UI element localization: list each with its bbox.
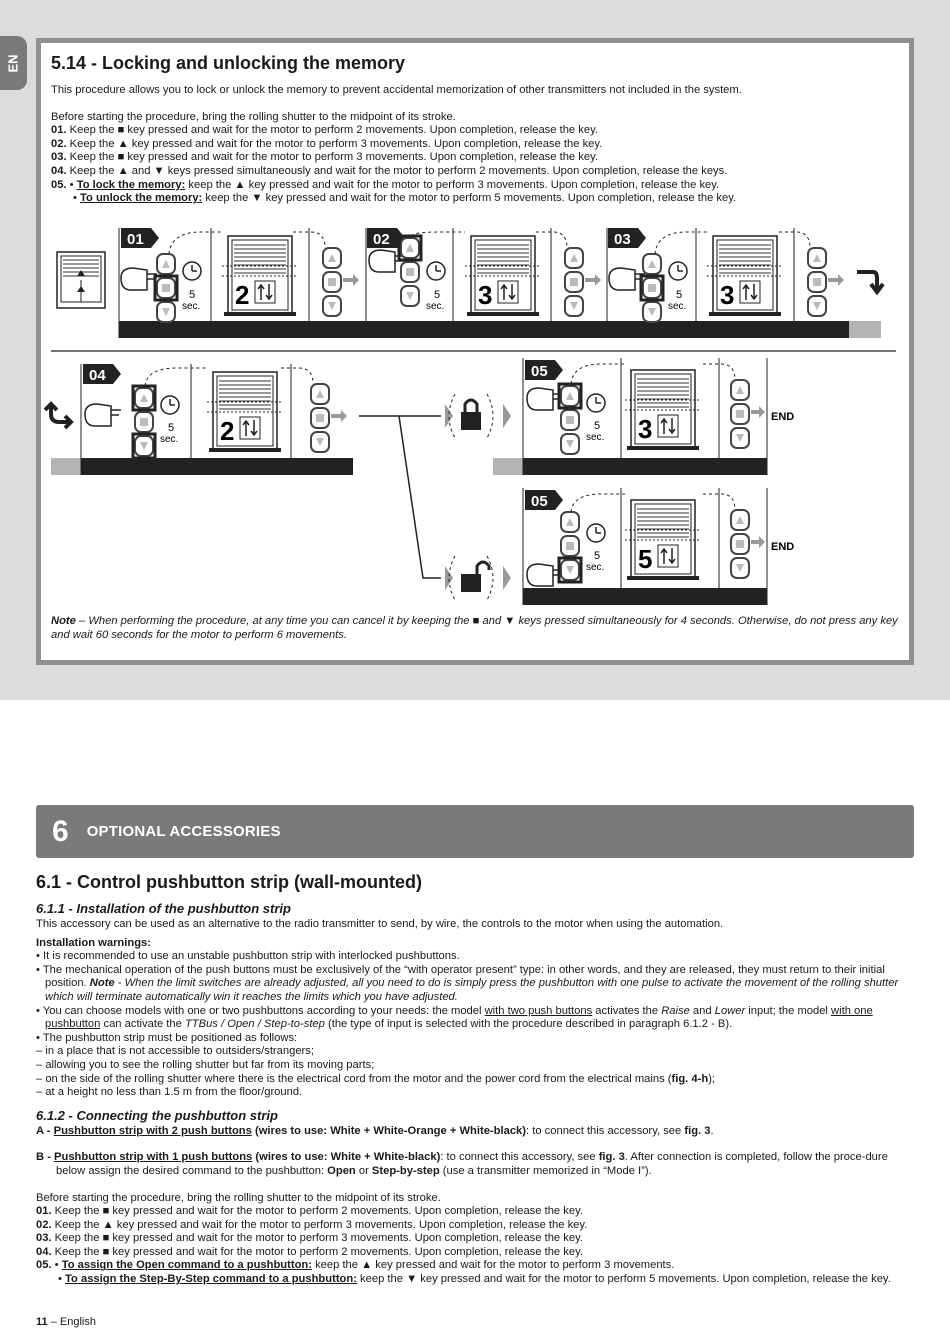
section-number: 6 xyxy=(52,814,69,848)
position-4: – at a height no less than 1.5 m from the floor/ground. xyxy=(36,1086,303,1099)
warning-4: • The pushbutton strip must be positioned as follows: xyxy=(36,1031,298,1044)
step-05-lock: 05. • To lock the memory: keep the ▲ key pressed and wait for the motor to perform 3 movements. Upon completion, release the key. xyxy=(51,178,720,191)
b-step-03: 03. Keep the ■ key pressed and wait for the motor to perform 3 movements. Upon completion, release the key. xyxy=(36,1232,583,1245)
panel-02 xyxy=(367,228,601,316)
unlock-icon xyxy=(445,556,511,600)
b-step-04: 04. Keep the ■ key pressed and wait for the motor to perform 2 movements. Upon completion, release the key. xyxy=(36,1245,583,1258)
position-1: – in a place that is not accessible to outsiders/strangers; xyxy=(36,1045,314,1058)
b-step-05-open: 05. • To assign the Open command to a pushbutton: keep the ▲ key pressed and wait for the motor to perform 3 movements. xyxy=(36,1259,675,1272)
section-61-content xyxy=(36,872,916,1287)
svg-text:sec.: sec. xyxy=(586,432,605,443)
procedure-diagram xyxy=(41,218,909,618)
svg-text:sec.: sec. xyxy=(668,301,687,312)
end-label-unlock: END xyxy=(771,541,795,553)
option-b: B - Pushbutton strip with 1 push buttons (wires to use: White + White-black): to connect this accessory, see fig. 3. After connection is completed, follow the proce-dure below assign the desired command to the pushbutton: Open or Step-by-step (use a transmitter memorized in “Mode I”). xyxy=(36,1151,888,1177)
section-6-header xyxy=(36,805,914,858)
before-start-text: Before starting the procedure, bring the rolling shutter to the midpoint of its stroke. xyxy=(51,110,456,123)
step-03: 03. Keep the ■ key pressed and wait for the motor to perform 3 movements. Upon completion, release the key. xyxy=(51,151,598,164)
svg-text:05: 05 xyxy=(531,363,548,380)
svg-text:05: 05 xyxy=(531,493,548,510)
b-step-05-step: • To assign the Step-By-Step command to a pushbutton: keep the ▼ key pressed and wait for the motor to perform 5 movements. Upon completion, release the key. xyxy=(58,1273,891,1286)
option-a: A - Pushbutton strip with 2 push buttons (wires to use: White + White-Orange + White-black): to connect this accessory, see fig. 3. xyxy=(36,1124,714,1137)
section-title: OPTIONAL ACCESSORIES xyxy=(86,823,281,840)
note-text: Note – When performing the procedure, at any time you can cancel it by keeping the ■ and ▼ keys pressed simultaneously for 4 seconds. Otherwise, do not press any key and wait 60 seconds for the motor to perform 6 movements. xyxy=(51,615,898,641)
warnings-title: Installation warnings: xyxy=(36,936,151,949)
step-01: 01. Keep the ■ key pressed and wait for the motor to perform 2 movements. Upon completion, release the key. xyxy=(51,124,598,137)
panel-05-lock xyxy=(525,360,794,454)
step-05-unlock: • To unlock the memory: keep the ▼ key pressed and wait for the motor to perform 5 movements. Upon completion, release the key. xyxy=(73,192,737,205)
section-title-61: 6.1 - Control pushbutton strip (wall-mounted) xyxy=(36,872,422,892)
svg-text:5: 5 xyxy=(638,544,653,574)
before-start-text-2: Before starting the procedure, bring the rolling shutter to the midpoint of its stroke. xyxy=(36,1191,441,1204)
initial-window-icon xyxy=(57,252,105,308)
svg-text:5: 5 xyxy=(594,550,601,562)
svg-text:5: 5 xyxy=(189,289,196,301)
subsection-title-611: 6.1.1 - Installation of the pushbutton strip xyxy=(36,901,291,916)
step-02: 02. Keep the ▲ key pressed and wait for the motor to perform 3 movements. Upon completion, release the key. xyxy=(51,137,603,150)
svg-text:5: 5 xyxy=(434,289,441,301)
svg-text:3: 3 xyxy=(638,414,653,444)
accessory-intro: This accessory can be used as an alternative to the radio transmitter to send, by wire, the controls to the motor when using the automation. xyxy=(36,918,724,930)
procedure-box xyxy=(36,38,914,665)
position-2: – allowing you to see the rolling shutter but far from its moving parts; xyxy=(36,1058,375,1071)
warning-3: • You can choose models with one or two pushbuttons according to your needs: the model with two push buttons activates the Raise and Lower input; the model with one pushbutton can activate the TTBus / Open / Step-to-step (the type of input is selected with the procedure described in paragraph 6.1.2 - B). xyxy=(36,1004,873,1031)
b-step-02: 02. Keep the ▲ key pressed and wait for the motor to perform 3 movements. Upon completion, release the key. xyxy=(36,1218,588,1231)
language-label: EN xyxy=(6,53,21,73)
page-number: 11 xyxy=(36,1316,48,1328)
b-step-01: 01. Keep the ■ key pressed and wait for the motor to perform 2 movements. Upon completion, release the key. xyxy=(36,1205,583,1218)
svg-text:sec.: sec. xyxy=(426,301,445,312)
footer-language: – English xyxy=(47,1316,96,1328)
lock-icon xyxy=(445,394,511,438)
page-footer xyxy=(36,1316,96,1328)
svg-text:5: 5 xyxy=(168,422,175,434)
svg-text:04: 04 xyxy=(89,367,106,384)
panel-05-unlock xyxy=(525,490,794,586)
position-3: – on the side of the rolling shutter where there is the electrical cord from the motor and the power cord from the electrical mains (fig. 4-h); xyxy=(36,1072,716,1085)
svg-text:5: 5 xyxy=(676,289,683,301)
svg-text:sec.: sec. xyxy=(182,301,201,312)
panel-label-01: 01 xyxy=(127,231,144,248)
end-label-lock: END xyxy=(771,411,795,423)
procedure-text xyxy=(51,49,901,206)
panel-03 xyxy=(608,228,883,322)
section-title-514: 5.14 - Locking and unlocking the memory xyxy=(51,53,406,73)
svg-text:03: 03 xyxy=(614,231,631,248)
panel-01 xyxy=(121,228,359,322)
svg-text:2: 2 xyxy=(235,280,250,310)
intro-paragraph: This procedure allows you to lock or unlock the memory to prevent accidental memorization of other transmitters not included in the system. xyxy=(51,84,742,96)
panel-04 xyxy=(45,364,347,458)
warning-1: • It is recommended to use an unstable pushbutton strip with interlocked pushbuttons. xyxy=(36,950,460,963)
svg-text:2: 2 xyxy=(220,416,235,446)
svg-text:5: 5 xyxy=(594,420,601,432)
svg-text:3: 3 xyxy=(478,280,493,310)
svg-text:02: 02 xyxy=(373,231,390,248)
svg-text:sec.: sec. xyxy=(586,562,605,573)
step-04: 04. Keep the ▲ and ▼ keys pressed simultaneously and wait for the motor to perform 2 movements. Upon completion, release the keys. xyxy=(51,164,728,177)
warning-2: • The mechanical operation of the push buttons must be exclusively of the “with operator present” type: in other words, and they are released, they must return to their initial position. Note - When the limit switches are already adjusted, all you need to do is simply press the pushbutton with one pulse to activate the movement of the rolling shutter which will terminate automatically win it reaches the limits which you have adjusted. xyxy=(36,963,899,1003)
svg-text:3: 3 xyxy=(720,280,735,310)
subsection-title-612: 6.1.2 - Connecting the pushbutton strip xyxy=(36,1107,278,1123)
language-tab xyxy=(0,36,27,90)
svg-text:sec.: sec. xyxy=(160,434,179,445)
